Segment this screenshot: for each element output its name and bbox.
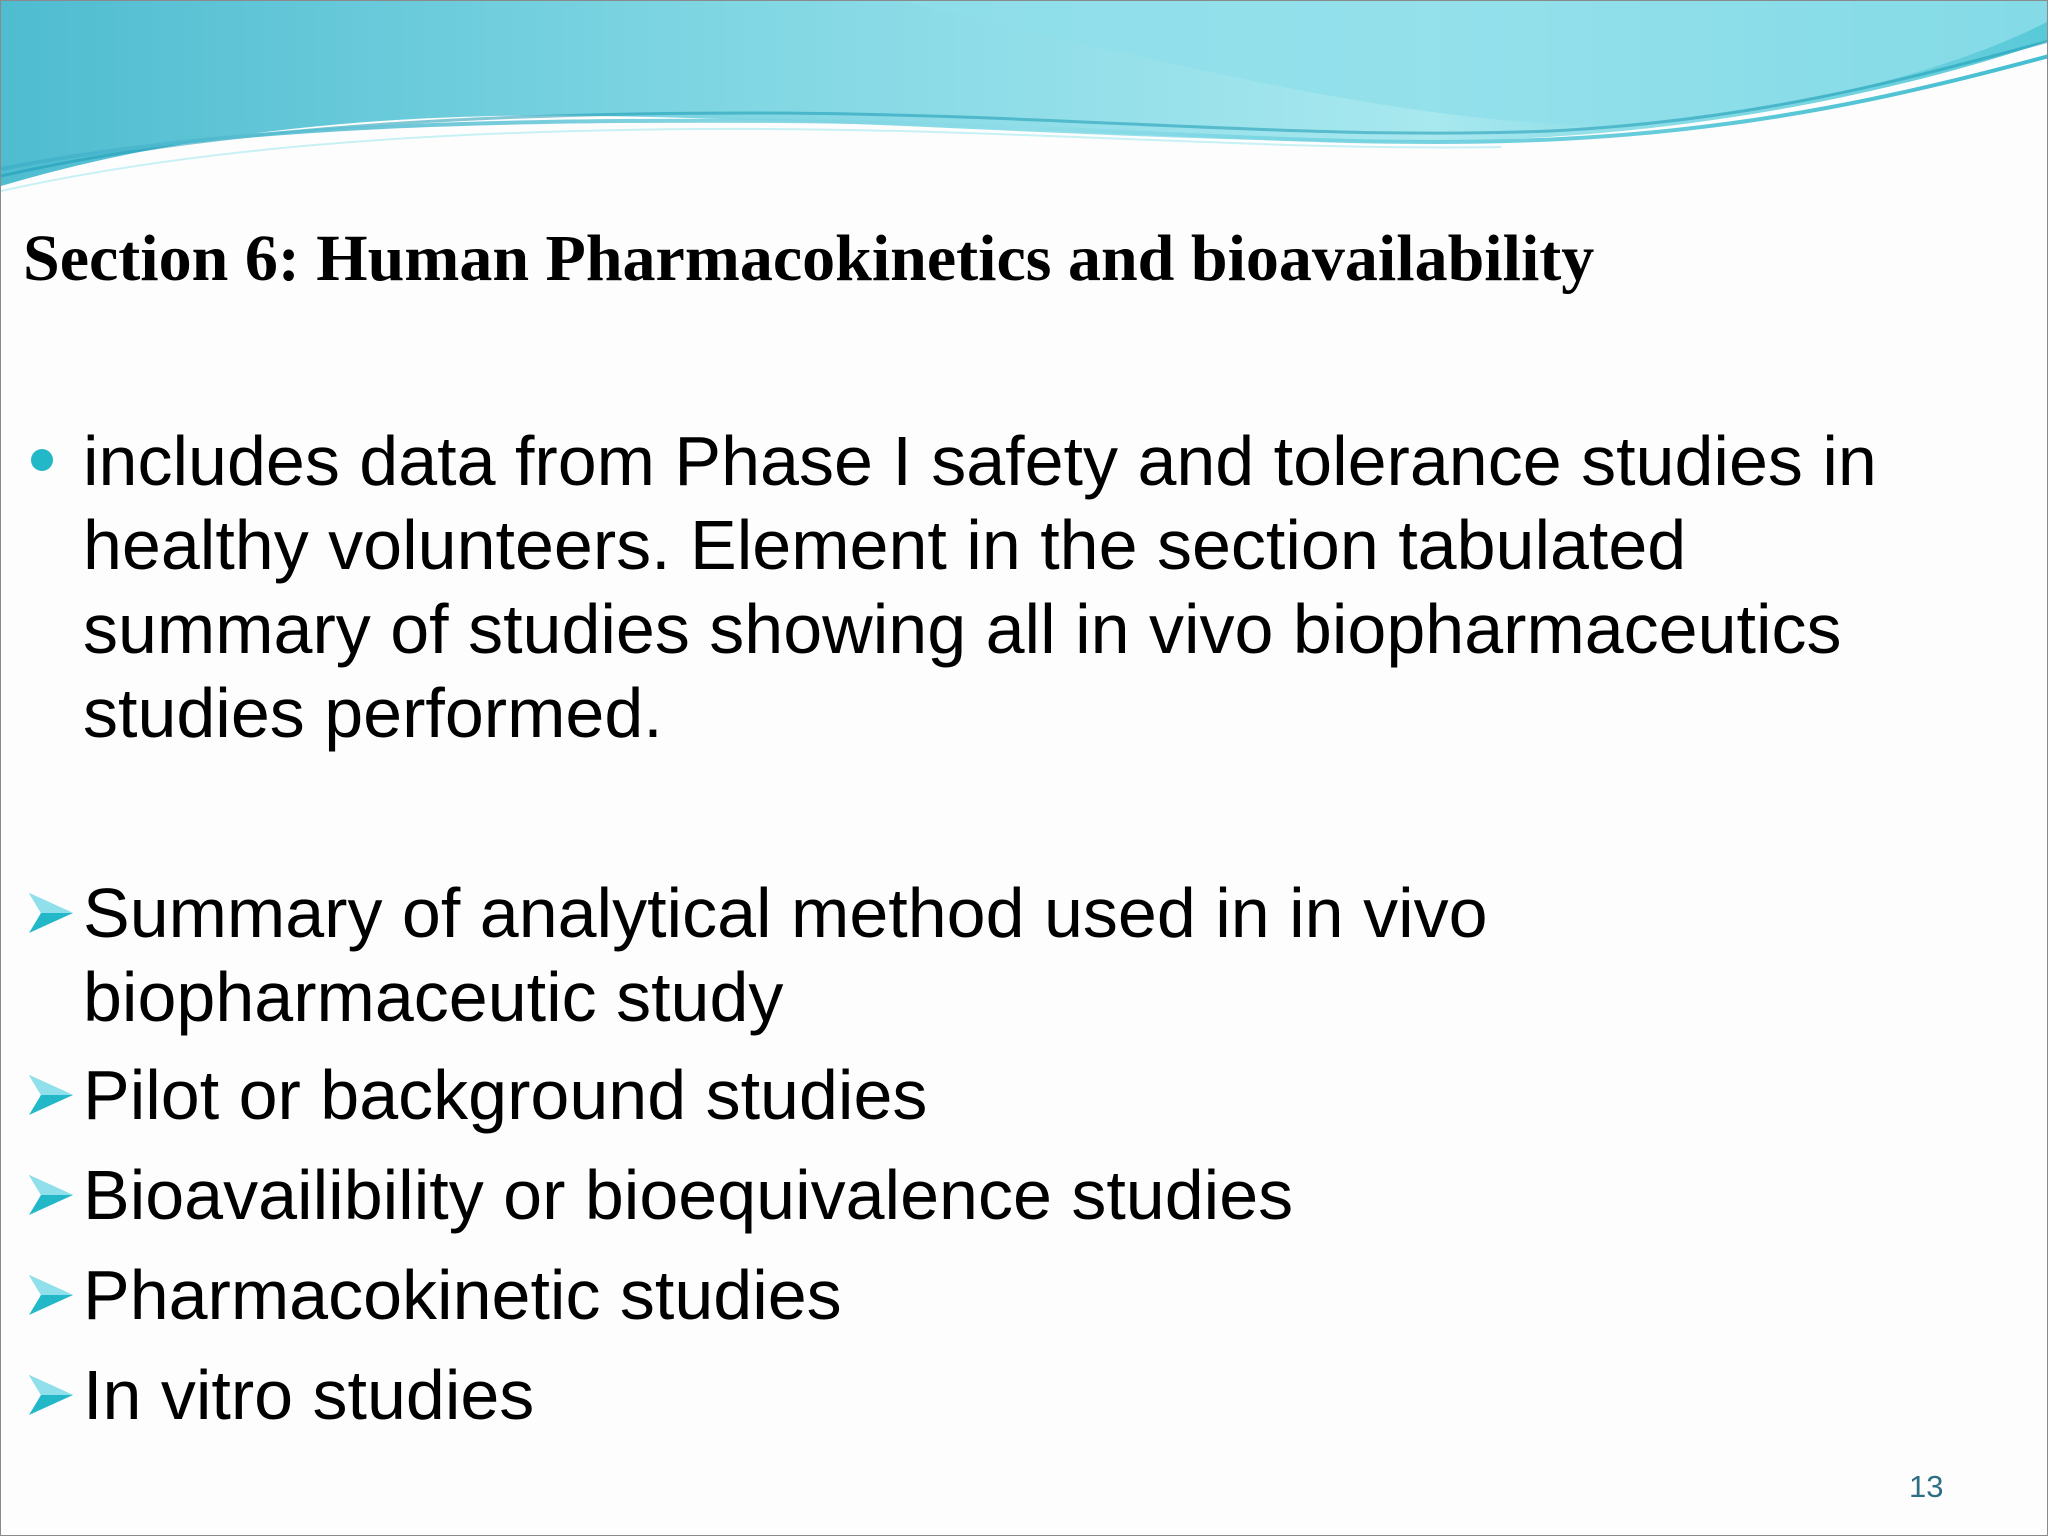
slide-title: Section 6: Human Pharmacokinetics and bioavailability	[23, 222, 1595, 295]
sub-bullet-text: Pharmacokinetic studies	[83, 1256, 842, 1334]
arrow-bullet-icon	[27, 1073, 75, 1117]
dot-bullet-icon	[31, 449, 53, 471]
sub-bullet-text: Summary of analytical method used in in vivo biopharmaceutic study	[83, 874, 1488, 1036]
arrow-bullet-icon	[27, 1373, 75, 1417]
arrow-bullet-icon	[27, 1173, 75, 1217]
main-bullet-text: includes data from Phase I safety and tolerance studies in healthy volunteers. Element in the section tabulated summary of studies showing all in vivo biopharmaceutics studies performed.	[83, 422, 1877, 752]
page-number: 13	[1909, 1469, 1944, 1504]
sub-bullet-text: Bioavailibility or bioequivalence studies	[83, 1156, 1294, 1234]
sub-bullet-text: Pilot or background studies	[83, 1056, 928, 1134]
sub-bullet-text: In vitro studies	[83, 1356, 535, 1434]
arrow-bullet-icon	[27, 1273, 75, 1317]
arrow-bullet-icon	[27, 891, 75, 935]
header-wave-decoration	[1, 1, 2048, 241]
